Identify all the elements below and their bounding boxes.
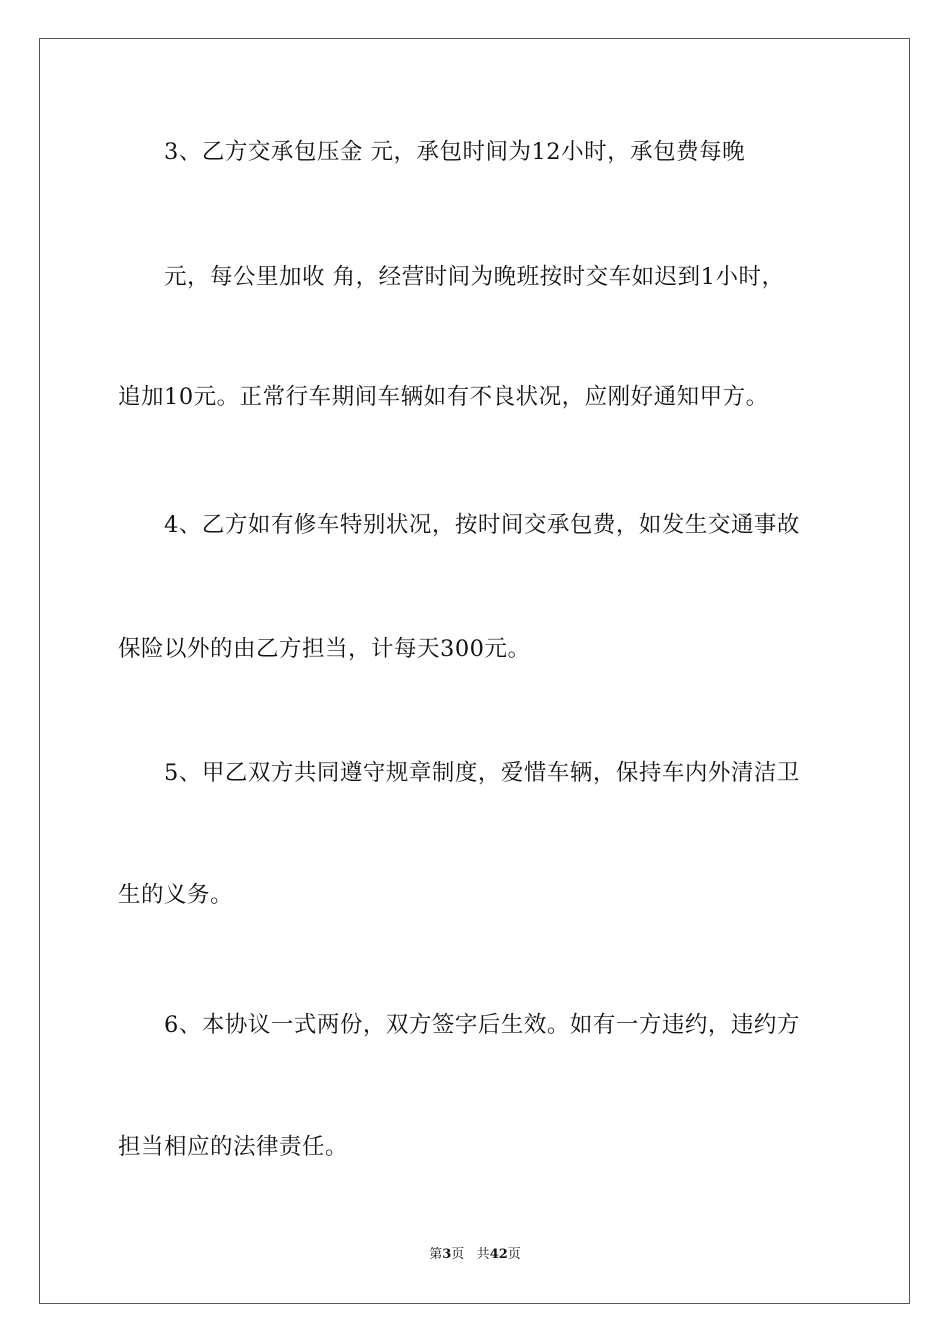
- clause-4-line-2: 保险以外的由乙方担当，计每天300元。: [118, 636, 531, 662]
- footer-page-suffix: 页: [451, 1247, 465, 1262]
- clause-6-line-2: 担当相应的法律责任。: [118, 1134, 349, 1160]
- footer-total-prefix: 共: [476, 1247, 490, 1262]
- page-footer: [0, 1246, 950, 1264]
- clause-4-line-1: 4、乙方如有修车特别状况，按时间交承包费，如发生交通事故: [164, 512, 800, 538]
- footer-page-prefix: 第: [429, 1247, 443, 1262]
- clause-3-line-2: 元，每公里加收 角，经营时间为晚班按时交车如迟到1小时，: [164, 264, 785, 290]
- clause-3-line-1: 3、乙方交承包压金 元，承包时间为12小时，承包费每晚: [164, 139, 746, 165]
- footer-page-number: 3: [442, 1247, 452, 1262]
- clause-5-line-1: 5、甲乙双方共同遵守规章制度，爱惜车辆，保持车内外清洁卫: [164, 760, 800, 786]
- clause-5-line-2: 生的义务。: [118, 882, 234, 908]
- footer-total-suffix: 页: [507, 1247, 521, 1262]
- page-border: [39, 38, 910, 1304]
- clause-3-line-3: 追加10元。正常行车期间车辆如有不良状况，应刚好通知甲方。: [118, 384, 769, 410]
- footer-total-pages: 42: [489, 1247, 508, 1262]
- clause-6-line-1: 6、本协议一式两份，双方签字后生效。如有一方违约，违约方: [164, 1012, 800, 1038]
